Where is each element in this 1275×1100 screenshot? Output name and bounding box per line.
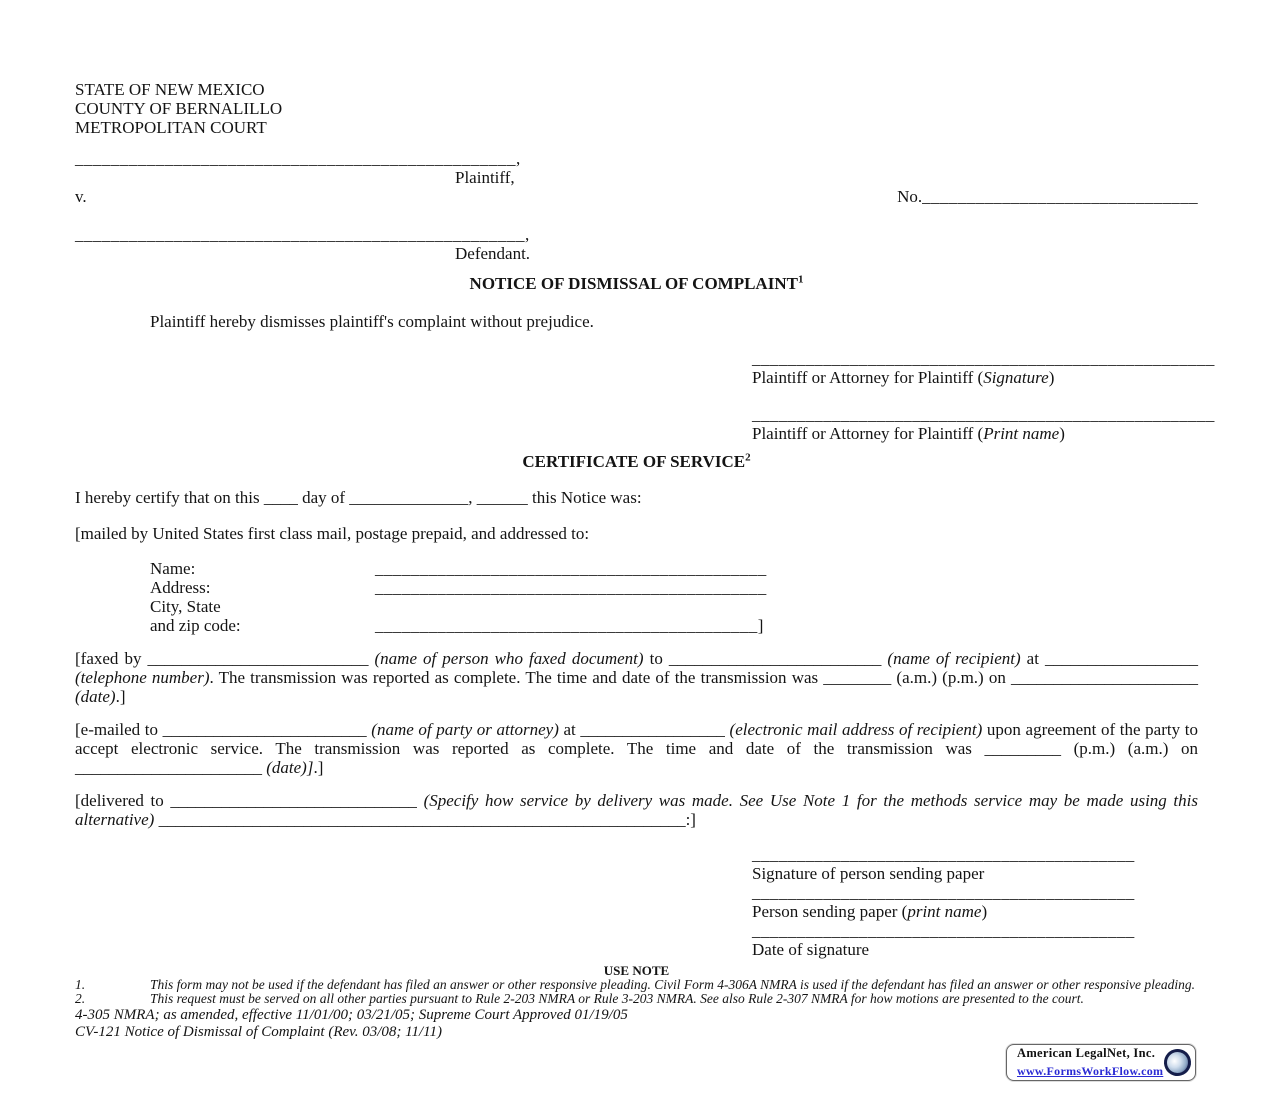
zip-field[interactable]: ___________________________________________] <box>375 616 764 635</box>
address-row-citystate <box>150 597 1198 616</box>
emailed-clause: [e-mailed to ________________________ (name of party or attorney) at _________________ (electronic mail address of recipient) upon agreement of the party to accept electronic service. The transmission was reported as complete. The time and date of the transmission was _________ (p.m.) (a.m.) on ______________________ (date)].] <box>75 720 1198 777</box>
signature-pair <box>752 883 1135 921</box>
signature-date-label: Date of signature <box>752 940 870 959</box>
court-header <box>75 80 1198 137</box>
case-number-field[interactable] <box>897 187 1198 206</box>
plaintiff-printname-label: Plaintiff or Attorney for Plaintiff (Print name) <box>752 424 1065 443</box>
versus-label: v. <box>75 187 87 206</box>
form-footer <box>75 1007 1198 1040</box>
address-row-address <box>150 578 1198 597</box>
use-note-item-1 <box>75 978 1198 992</box>
defendant-name-field[interactable]: __________________________________________________, <box>75 225 530 244</box>
case-number-label: No. <box>897 187 923 206</box>
certificate-title-text: CERTIFICATE OF SERVICE <box>522 452 746 471</box>
plaintiff-printname-field[interactable]: ____________________________________________________ <box>752 405 1215 424</box>
signature-date-field[interactable]: ___________________________________________ <box>752 921 1135 940</box>
plaintiff-name-field[interactable]: _________________________________________________, <box>75 149 521 168</box>
use-note-items <box>75 978 1198 1006</box>
delivered-clause: [delivered to _____________________________ (Specify how service by delivery was made. See Use Note 1 for the methods service may be made using this alternative) ______________________________________________________________:] <box>75 791 1198 829</box>
address-row-name <box>150 559 1198 578</box>
plaintiff-signature-block <box>752 349 1215 443</box>
use-note-item-number: 2. <box>75 991 86 1006</box>
signature-pair <box>752 349 1215 387</box>
plaintiff-signature-field[interactable]: ____________________________________________________ <box>752 349 1215 368</box>
address-label: Address: <box>150 578 211 597</box>
globe-logo-icon <box>1161 1046 1194 1079</box>
signature-pair <box>752 405 1215 443</box>
name-label: Name: <box>150 559 196 578</box>
faxed-clause: [faxed by __________________________ (name of person who faxed document) to _________________________ (name of recipient) at __________________ (telephone number). The transmission was reported as complete. The time and date of the transmission was ________ (a.m.) (p.m.) on ______________________ (date).] <box>75 649 1199 706</box>
footnote-ref-2: 2 <box>745 451 751 464</box>
address-row-zip <box>150 616 1198 635</box>
court-name: METROPOLITAN COURT <box>75 118 267 137</box>
form-number-line: CV-121 Notice of Dismissal of Complaint (Rev. 03/08; 11/11) <box>75 1023 443 1040</box>
zip-label: and zip code: <box>150 616 241 635</box>
city-state-label: City, State <box>150 597 221 616</box>
legalnet-stamp <box>1006 1044 1196 1081</box>
defendant-label: Defendant. <box>455 244 531 263</box>
rule-citation-line: 4-305 NMRA; as amended, effective 11/01/00; 03/21/05; Supreme Court Approved 01/19/05 <box>75 1007 628 1023</box>
sender-signature-field[interactable]: ___________________________________________ <box>752 845 1135 864</box>
sender-printname-field[interactable]: ___________________________________________ <box>752 883 1135 902</box>
case-caption <box>75 149 1198 263</box>
document-title-text: NOTICE OF DISMISSAL OF COMPLAINT <box>469 274 798 293</box>
name-field[interactable]: ____________________________________________ <box>375 559 767 578</box>
service-signature-block <box>752 845 1135 959</box>
signature-pair <box>752 845 1135 883</box>
formsworkflow-link[interactable]: www.FormsWorkFlow.com <box>1017 1064 1164 1078</box>
case-number-line[interactable]: _______________________________ <box>922 187 1198 206</box>
signature-pair <box>752 921 1135 959</box>
court-county: COUNTY OF BERNALILLO <box>75 99 283 118</box>
use-note-item-2 <box>75 992 1198 1006</box>
sender-signature-label: Signature of person sending paper <box>752 864 985 883</box>
use-note-section <box>75 963 1198 1006</box>
use-note-item-text: This form may not be used if the defendant has filed an answer or other responsive pleading. Civil Form 4-306A NMRA is used if the defendant has filed an answer or other responsive pleading. <box>150 977 1196 992</box>
use-note-item-number: 1. <box>75 977 86 992</box>
plaintiff-signature-label: Plaintiff or Attorney for Plaintiff (Signature) <box>752 368 1055 387</box>
footnote-ref-1: 1 <box>797 273 804 286</box>
dismissal-statement: Plaintiff hereby dismisses plaintiff's complaint without prejudice. <box>150 312 594 331</box>
use-note-item-text: This request must be served on all other parties pursuant to Rule 2-203 NMRA or Rule 3-203 NMRA. See also Rule 2-307 NMRA for how motions are presented to the court. <box>150 991 1084 1006</box>
use-note-title: USE NOTE <box>603 963 670 978</box>
document-title <box>75 274 1198 293</box>
sender-printname-label: Person sending paper (print name) <box>752 902 988 921</box>
plaintiff-label: Plaintiff, <box>455 168 515 187</box>
certificate-title <box>75 452 1198 471</box>
mailed-clause-intro: [mailed by United States first class mail, postage prepaid, and addressed to: <box>75 524 590 543</box>
legalnet-text <box>1017 1046 1163 1079</box>
legalnet-company-name: American LegalNet, Inc. <box>1017 1046 1156 1060</box>
court-state: STATE OF NEW MEXICO <box>75 80 265 99</box>
mailing-address-block <box>150 559 1198 635</box>
certify-statement: I hereby certify that on this ____ day of ______________, ______ this Notice was: <box>75 488 642 507</box>
versus-row <box>75 187 1198 206</box>
address-field[interactable]: ____________________________________________ <box>375 578 767 597</box>
